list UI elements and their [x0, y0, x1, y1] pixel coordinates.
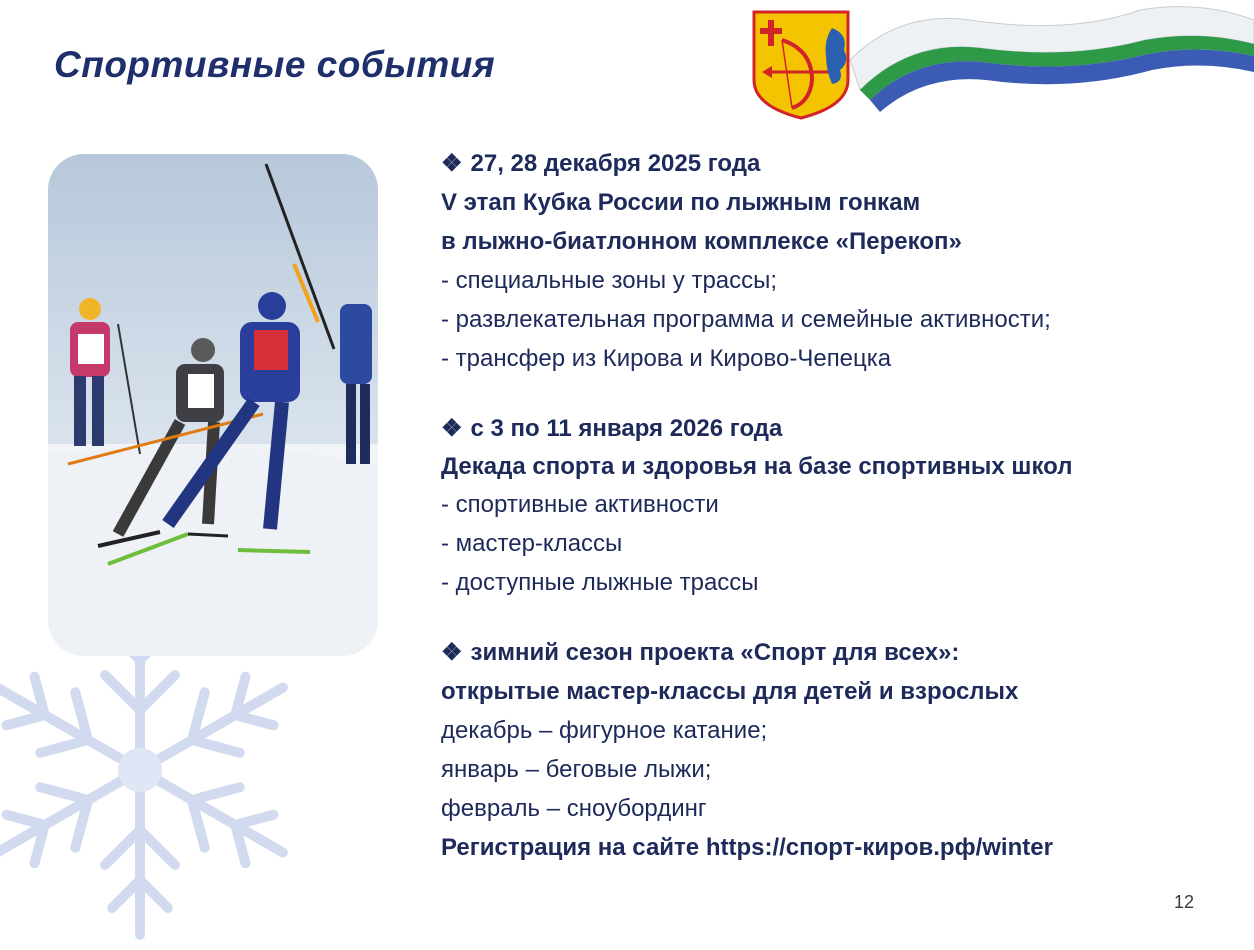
event-title: открытые мастер-классы для детей и взрослых	[441, 678, 1019, 705]
event-title-line-1: V этап Кубка России по лыжным гонкам	[441, 189, 921, 216]
list-item: - развлекательная программа и семейные активности;	[441, 306, 1051, 333]
event-date: с 3 по 11 января 2026 года	[470, 415, 783, 442]
list-item: - спортивные активности	[441, 491, 719, 518]
list-item: - мастер-классы	[441, 530, 623, 557]
event-section-ski-cup	[441, 144, 1163, 378]
page-number: 12	[1173, 892, 1194, 912]
kirov-coat-of-arms-icon	[752, 10, 850, 120]
event-heading	[441, 409, 1163, 448]
skiers-photo	[48, 154, 378, 656]
slide-title: Спортивные события	[54, 44, 496, 85]
diamond-bullet-icon: ❖	[441, 150, 463, 177]
events-content	[441, 144, 1163, 898]
list-item: февраль – сноубординг	[441, 795, 707, 822]
diamond-bullet-icon: ❖	[441, 415, 463, 442]
event-section-sport-for-all	[441, 633, 1163, 867]
list-item: - трансфер из Кирова и Кирово-Чепецка	[441, 345, 892, 372]
event-heading	[441, 633, 1163, 672]
event-section-sport-decade	[441, 409, 1163, 602]
event-date: 27, 28 декабря 2025 года	[470, 150, 761, 177]
event-title: Декада спорта и здоровья на базе спортивных школ	[441, 453, 1073, 480]
list-item: январь – беговые лыжи;	[441, 756, 712, 783]
kirov-flag-ribbon-icon	[840, 0, 1254, 120]
event-project: зимний сезон проекта «Спорт для всех»:	[470, 639, 960, 666]
registration-link[interactable]: Регистрация на сайте https://спорт-киров.рф/winter	[441, 834, 1053, 861]
event-heading	[441, 144, 1163, 183]
list-item: - специальные зоны у трассы;	[441, 267, 778, 294]
list-item: декабрь – фигурное катание;	[441, 717, 768, 744]
list-item: - доступные лыжные трассы	[441, 569, 759, 596]
diamond-bullet-icon: ❖	[441, 639, 463, 666]
event-title-line-2: в лыжно-биатлонном комплексе «Перекоп»	[441, 228, 962, 255]
